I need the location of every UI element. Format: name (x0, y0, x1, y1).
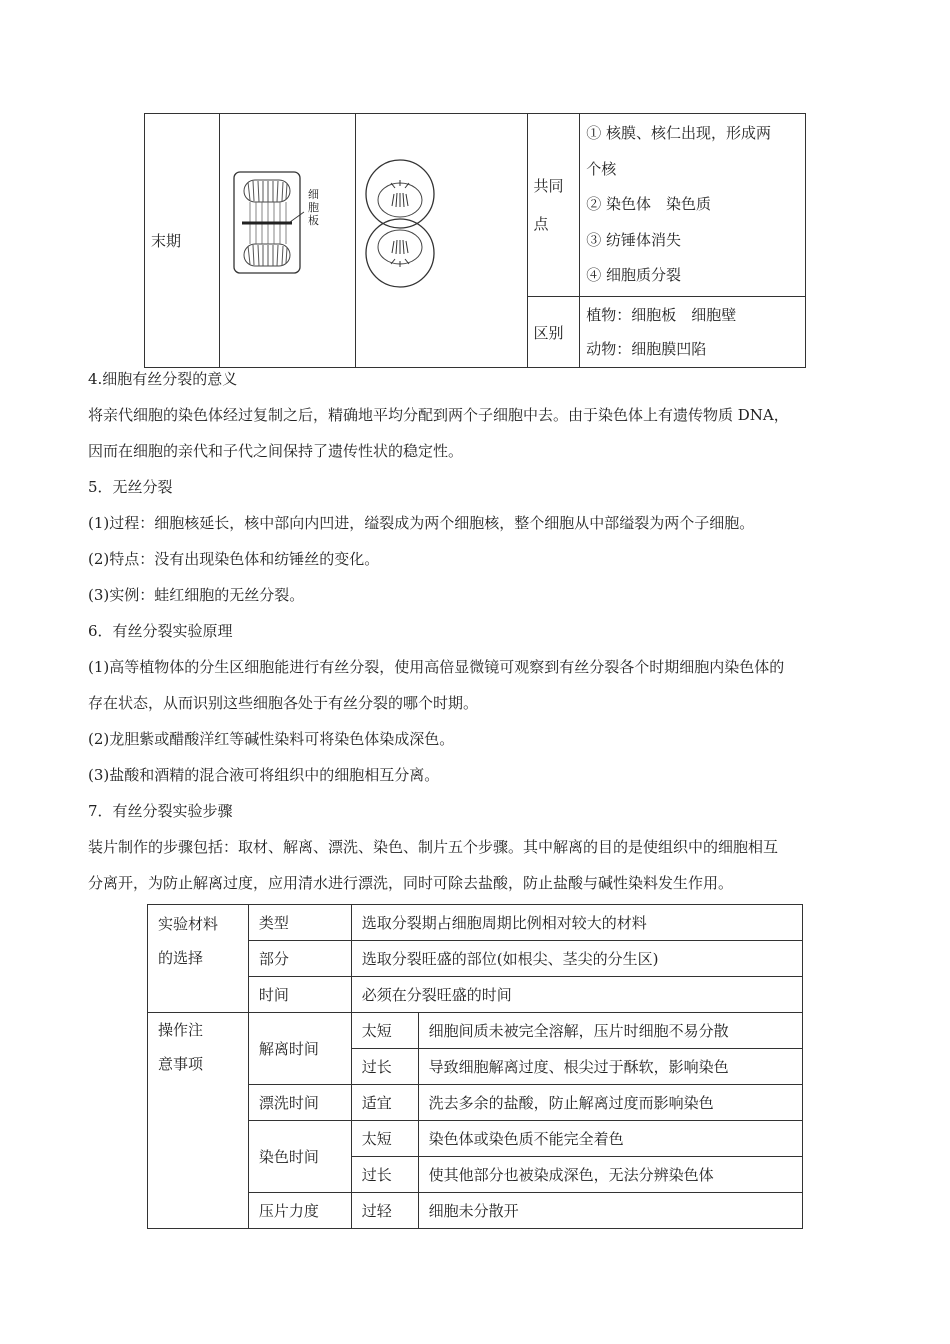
heading-amitosis: 5．无丝分裂 (88, 478, 173, 496)
rinse-label: 漂洗时间 (248, 1085, 351, 1121)
staining-short-cond: 太短 (351, 1121, 418, 1157)
dissociation-long-cond: 过长 (351, 1049, 418, 1085)
heading-principle: 6．有丝分裂实验原理 (88, 622, 233, 640)
staining-long-result: 使其他部分也被染成深色，无法分辨染色体 (418, 1157, 802, 1193)
material-header-cell: 实验材料 的选择 (148, 905, 249, 1013)
animal-cell-figure-cell (355, 114, 527, 368)
dissociation-long-result: 导致细胞解离过度、根尖过于酥软，影响染色 (418, 1049, 802, 1085)
shared-point-3: ③ 纺锤体消失 (586, 230, 682, 249)
dissociation-short-result: 细胞间质未被完全溶解，压片时细胞不易分散 (418, 1013, 802, 1049)
ops-header-cell: 操作注 意事项 (148, 1013, 249, 1229)
experiment-notes-table (147, 904, 803, 1229)
staining-short-result: 染色体或染色质不能完全着色 (418, 1121, 802, 1157)
plant-cell-figure-cell (219, 114, 355, 368)
dissociation-short-cond: 太短 (351, 1013, 418, 1049)
rinse-cond: 适宜 (351, 1085, 418, 1121)
animal-telophase-figure (356, 114, 527, 363)
paragraph-line: 分离开，为防止解离过度，应用清水进行漂洗，同时可除去盐酸，防止盐酸与碱性染料发生作用。 (88, 874, 734, 892)
press-label: 压片力度 (248, 1193, 351, 1229)
plant-telophase-figure (220, 114, 354, 363)
phase-cell: 末期 (145, 114, 220, 368)
heading-significance: 4.细胞有丝分裂的意义 (88, 370, 238, 388)
material-part-label: 部分 (248, 941, 351, 977)
heading-steps: 7．有丝分裂实验步骤 (88, 802, 233, 820)
shared-point-1: ① 核膜、核仁出现，形成两 (586, 124, 772, 143)
diff-header-cell: 区别 (527, 297, 580, 368)
press-cond: 过轻 (351, 1193, 418, 1229)
paragraph-line: (2)特点：没有出现染色体和纺锤丝的变化。 (88, 550, 380, 568)
telophase-table (144, 113, 806, 368)
material-part-value: 选取分裂旺盛的部位(如根尖、茎尖的分生区) (351, 941, 802, 977)
paragraph-line: (3)盐酸和酒精的混合液可将组织中的细胞相互分离。 (88, 766, 440, 784)
staining-long-cond: 过长 (351, 1157, 418, 1193)
shared-point-2: ② 染色体 染色质 (586, 195, 712, 214)
paragraph-line: (3)实例：蛙红细胞的无丝分裂。 (88, 586, 305, 604)
diff-animal: 动物：细胞膜凹陷 (586, 340, 707, 359)
material-time-label: 时间 (248, 977, 351, 1013)
shared-points-cell (580, 114, 806, 297)
shared-header-cell: 共同 点 (527, 114, 580, 297)
diff-points-cell (580, 297, 806, 368)
material-time-value: 必须在分裂旺盛的时间 (351, 977, 802, 1013)
paragraph-line: 存在状态，从而识别这些细胞各处于有丝分裂的哪个时期。 (88, 694, 479, 712)
press-result: 细胞未分散开 (418, 1193, 802, 1229)
cell-plate-label: 细胞板 (307, 188, 319, 227)
paragraph-line: (2)龙胆紫或醋酸洋红等碱性染料可将染色体染成深色。 (88, 730, 455, 748)
staining-label: 染色时间 (248, 1121, 351, 1193)
diff-plant: 植物：细胞板 细胞壁 (586, 306, 737, 325)
paragraph-line: 装片制作的步骤包括：取材、解离、漂洗、染色、制片五个步骤。其中解离的目的是使组织中的细胞相互 (88, 838, 779, 856)
dissociation-label: 解离时间 (248, 1013, 351, 1085)
paragraph-line: (1)高等植物体的分生区细胞能进行有丝分裂，使用高倍显微镜可观察到有丝分裂各个时期细胞内染色体的 (88, 658, 785, 676)
paragraph-line: 将亲代细胞的染色体经过复制之后，精确地平均分配到两个子细胞中去。由于染色体上有遗传物质 DNA， (88, 406, 789, 424)
material-type-value: 选取分裂期占细胞周期比例相对较大的材料 (351, 905, 802, 941)
material-type-label: 类型 (248, 905, 351, 941)
paragraph-line: (1)过程：细胞核延长，核中部向内凹进，缢裂成为两个细胞核，整个细胞从中部缢裂为两个子细胞。 (88, 514, 755, 532)
rinse-result: 洗去多余的盐酸，防止解离过度而影响染色 (418, 1085, 802, 1121)
shared-point-1-cont: 个核 (586, 159, 617, 178)
paragraph-line: 因而在细胞的亲代和子代之间保持了遗传性状的稳定性。 (88, 442, 464, 460)
shared-point-4: ④ 细胞质分裂 (586, 266, 682, 285)
